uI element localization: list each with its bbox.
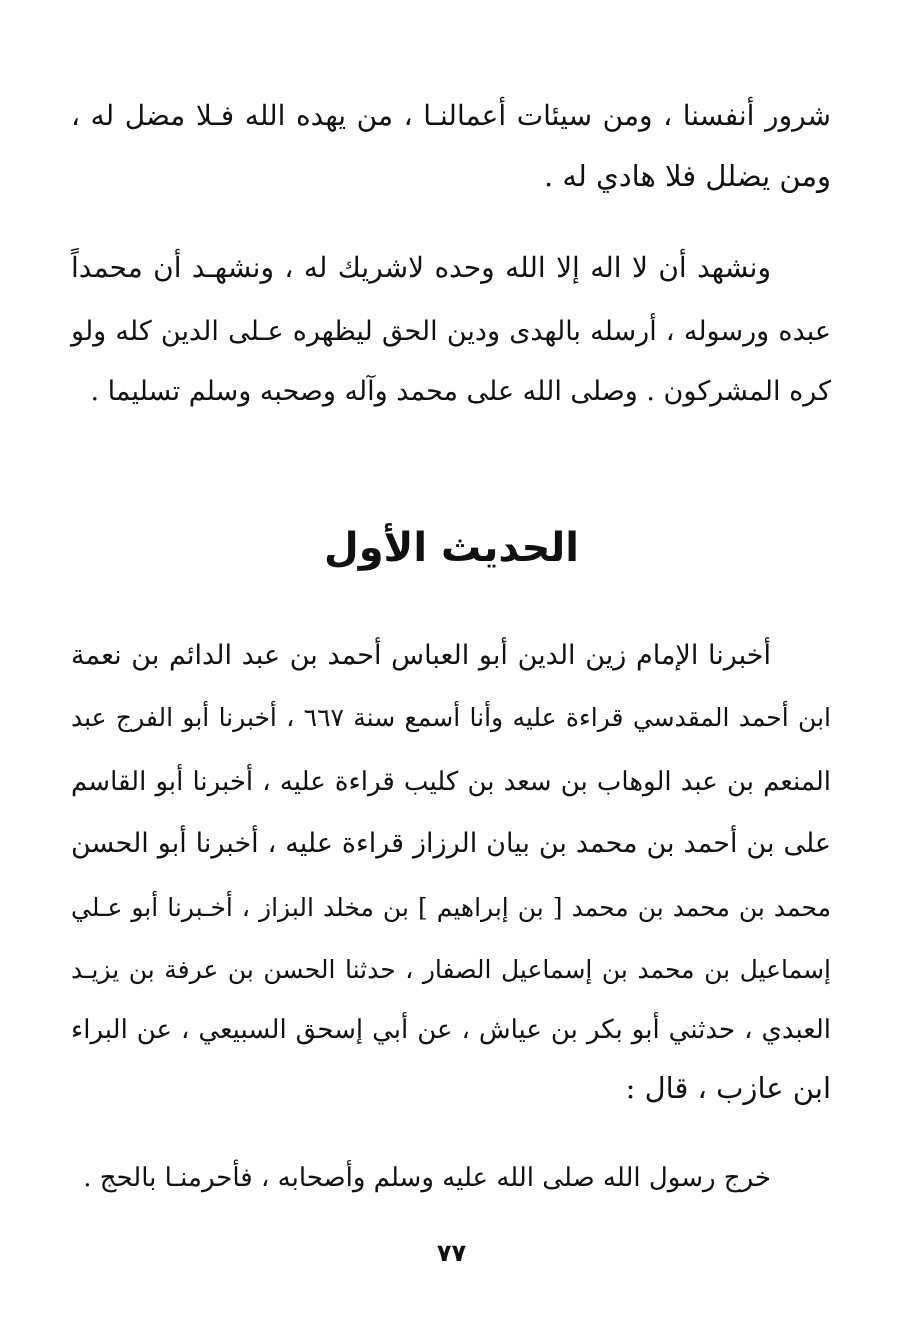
intro-line-3: ونشهد أن لا اله إلا الله وحده لاشريك له ، ونشهـد أن محمداً xyxy=(71,251,771,284)
isnad-line-4: على بن أحمد بن محمد بن بيان الرزاز قراءة عليه ، أخبرنا أبو الحسن xyxy=(71,828,831,859)
isnad-line-2: ابن أحمد المقدسي قراءة عليه وأنا أسمع سنة ٦٦٧ ، أخبرنا أبو الفرج عبد xyxy=(71,703,831,732)
matn-line-1: خرج رسول الله صلى الله عليه وسلم وأصحابه ، فأحرمنـا بالحج . xyxy=(83,1163,771,1193)
section-heading: الحديث الأول xyxy=(323,525,580,571)
isnad-line-7: العبدي ، حدثني أبو بكر بن عياش ، عن أبي إسحق السبيعي ، عن البراء xyxy=(71,1015,831,1045)
isnad-line-6: إسماعيل بن محمد بن إسماعيل الصفار ، حدثنا الحسن بن عرفة بن يزيـد xyxy=(71,955,831,984)
isnad-line-5: محمد بن محمد بن محمد [ بن إبراهيم ] بن مخلد البزاز ، أخـبرنا أبو عـلي xyxy=(71,893,831,922)
isnad-line-3: المنعم بن عبد الوهاب بن سعد بن كليب قراءة عليه ، أخبرنا أبو القاسم xyxy=(71,767,831,797)
isnad-line-1: أخبرنا الإمام زين الدين أبو العباس أحمد بن عبد الدائم بن نعمة xyxy=(71,640,771,671)
intro-line-1: شرور أنفسنا ، ومن سيئات أعمالنـا ، من يهده الله فـلا مضل له ، xyxy=(71,99,831,132)
isnad-line-8: ابن عازب ، قال : xyxy=(625,1071,831,1105)
intro-line-5: كره المشركون . وصلى الله على محمد وآله وصحبه وسلم تسليما . xyxy=(90,376,831,407)
intro-line-4: عبده ورسوله ، أرسله بالهدى ودين الحق ليظهره عـلى الدين كله ولو xyxy=(71,316,831,347)
intro-line-2: ومن يضلل فلا هادي له . xyxy=(544,159,831,193)
page-number: ٧٧ xyxy=(436,1239,467,1267)
